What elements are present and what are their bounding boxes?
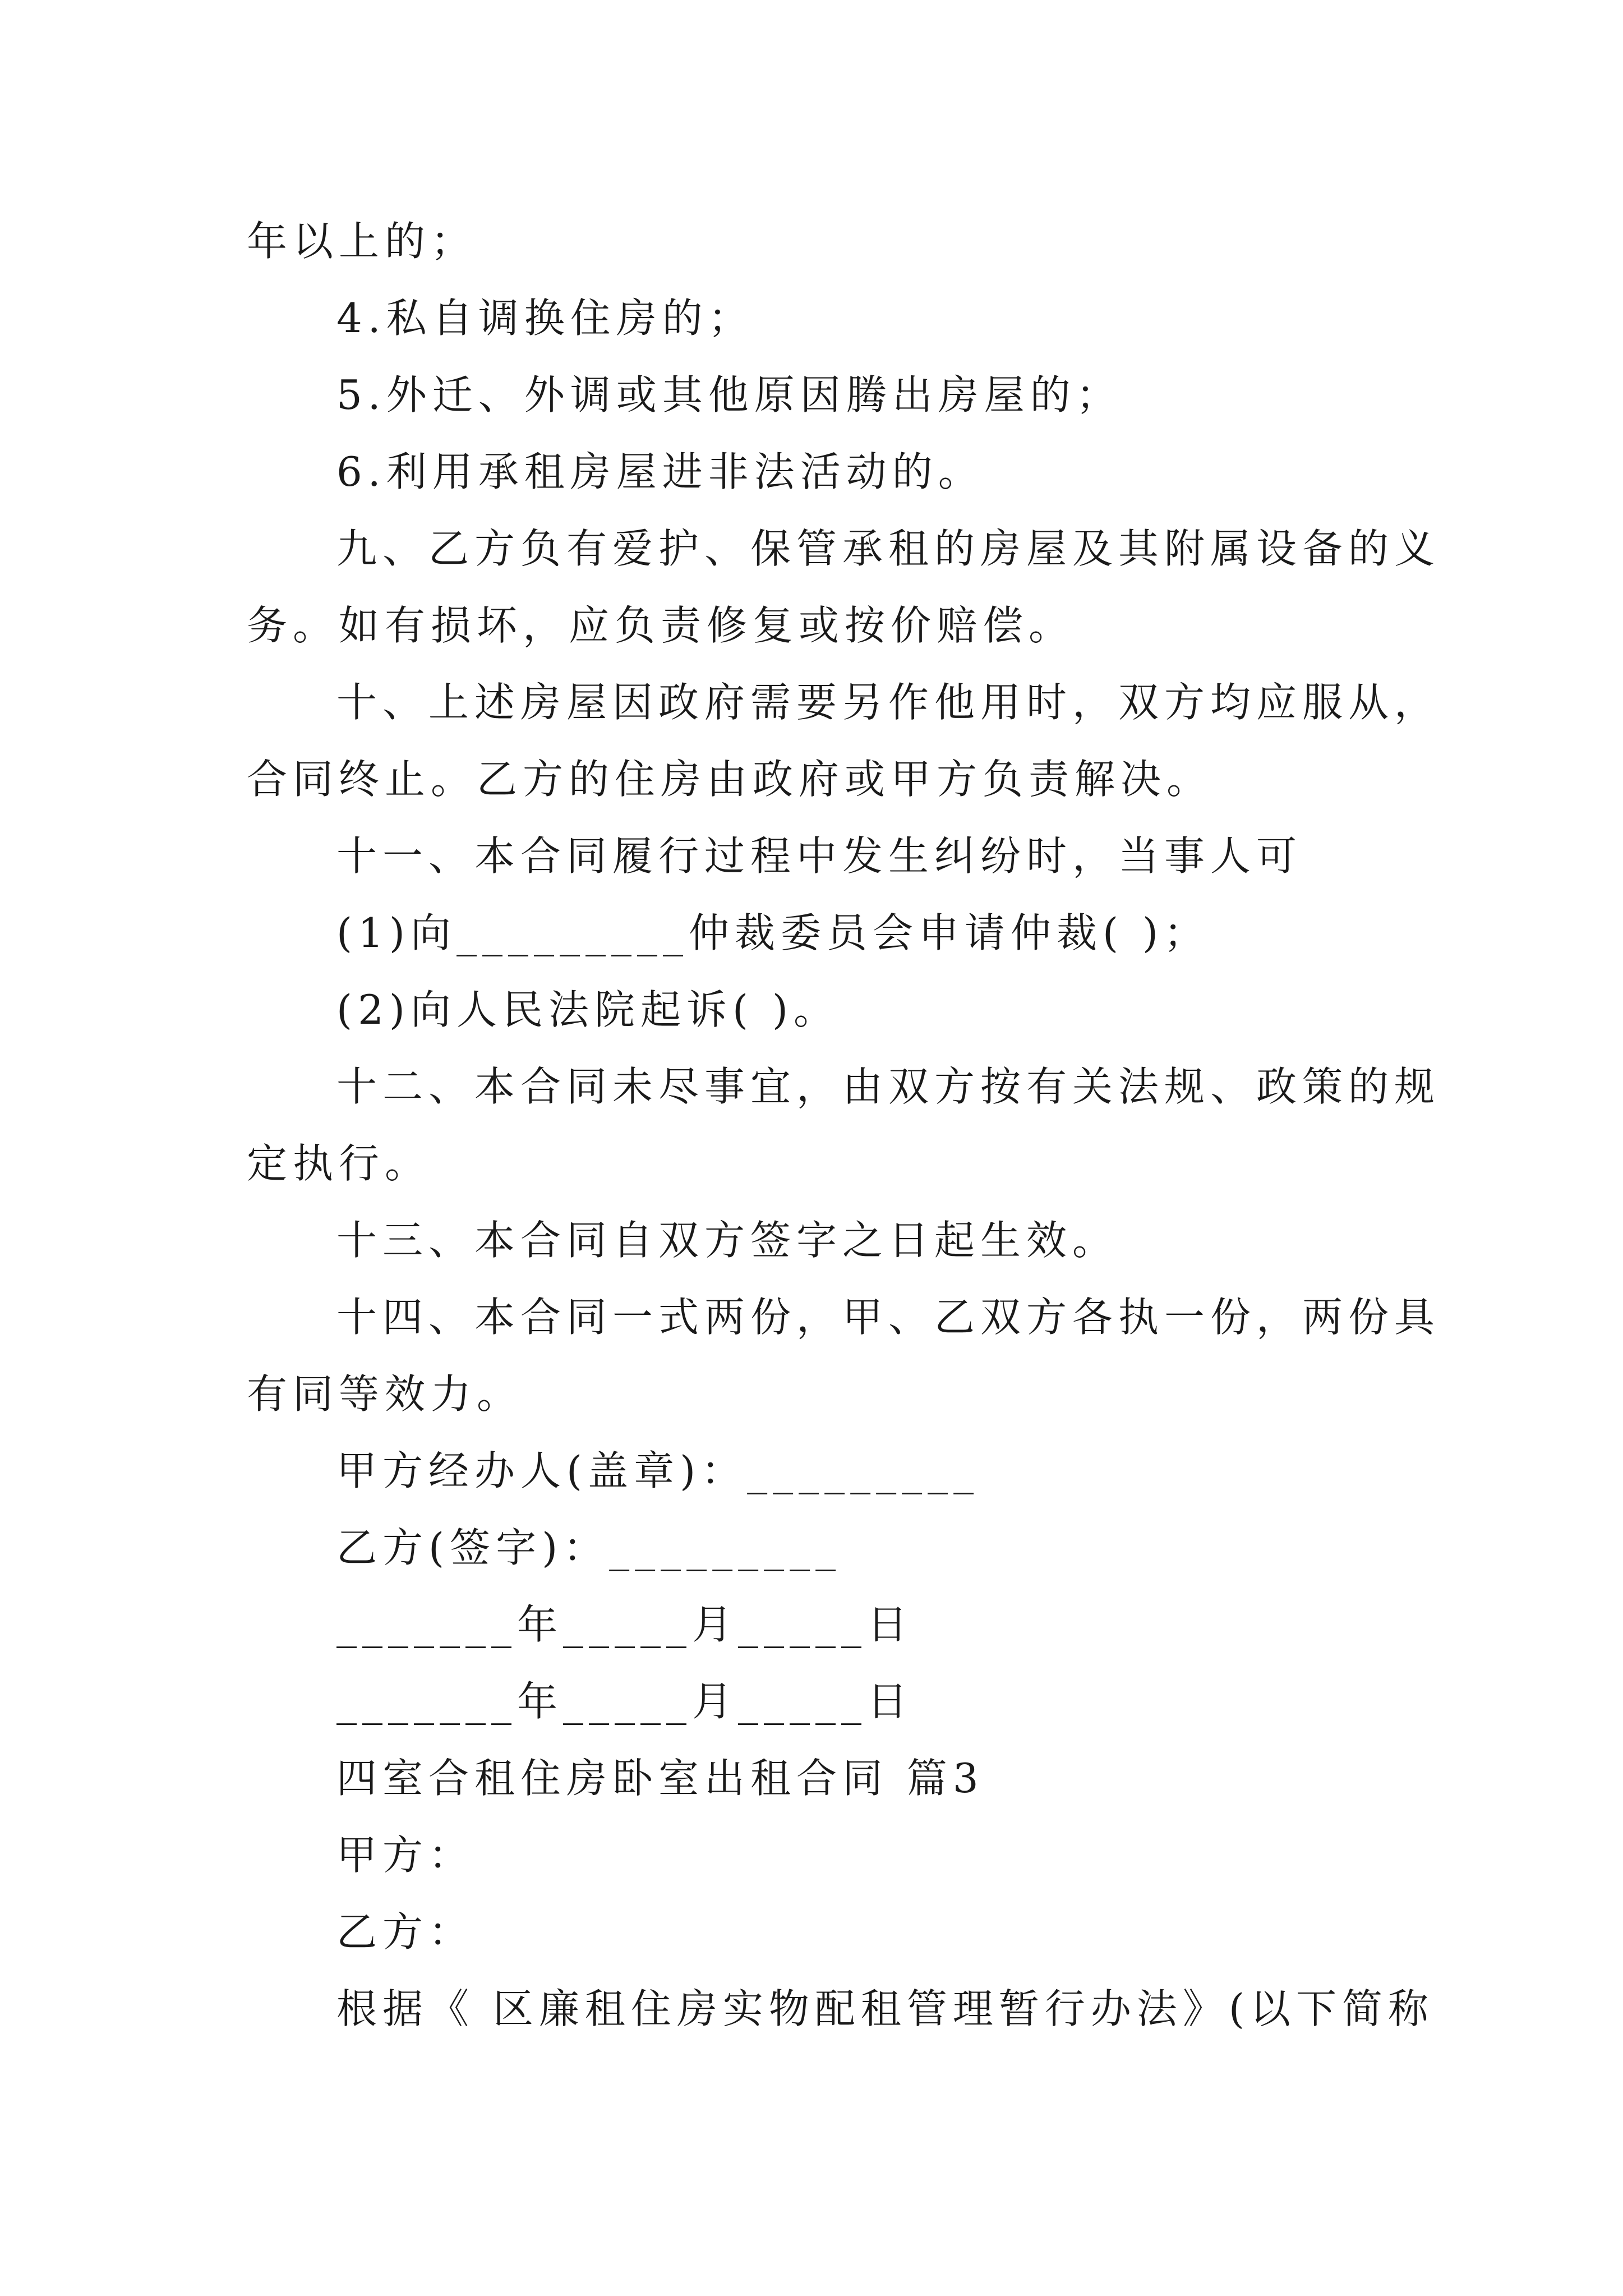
section-heading: 四室合租住房卧室出租合同 篇3: [336, 1755, 984, 1802]
clause-9-line-1: 九、乙方负有爱护、保管承租的房屋及其附属设备的义: [336, 525, 1441, 572]
clause-item-5: 5.外迁、外调或其他原因腾出房屋的；: [336, 371, 1122, 418]
clause-12-line-2: 定执行。: [247, 1140, 431, 1187]
text-line-continuation-1: 年以上的；: [247, 218, 477, 265]
clause-14-line-1: 十四、本合同一式两份，甲、乙双方各执一份，两份具: [336, 1294, 1441, 1341]
clause-item-4: 4.私自调换住房的；: [336, 295, 754, 342]
clause-10-line-2: 合同终止。乙方的住房由政府或甲方负责解决。: [247, 756, 1213, 803]
clause-9-line-2: 务。如有损坏，应负责修复或按价赔偿。: [247, 602, 1075, 649]
clause-14-line-2: 有同等效力。: [247, 1370, 523, 1418]
intro-paragraph-line-1: 根据《 区廉租住房实物配租管理暂行办法》(以下简称: [336, 1985, 1434, 2032]
clause-10-line-1: 十、上述房屋因政府需要另作他用时，双方均应服从，: [336, 679, 1441, 726]
clause-12-line-1: 十二、本合同未尽事宜，由双方按有关法规、政策的规: [336, 1063, 1441, 1110]
party-b-signature-line: 乙方(签字)：_________: [336, 1524, 842, 1571]
clause-11-option-1: (1)向_________仲裁委员会申请仲裁( )；: [336, 909, 1210, 956]
date-line-1: _______年_____月_____日: [336, 1601, 913, 1648]
clause-11-line-1: 十一、本合同履行过程中发生纠纷时，当事人可: [336, 832, 1303, 880]
party-a-signature-line: 甲方经办人(盖章)：_________: [336, 1447, 980, 1494]
party-b-label: 乙方：: [336, 1908, 475, 1955]
party-a-label: 甲方：: [336, 1832, 475, 1879]
clause-item-6: 6.利用承租房屋进非法活动的。: [336, 448, 984, 495]
clause-11-option-2: (2)向人民法院起诉( )。: [336, 986, 840, 1033]
clause-13: 十三、本合同自双方签字之日起生效。: [336, 1217, 1119, 1264]
date-line-2: _______年_____月_____日: [336, 1678, 913, 1725]
